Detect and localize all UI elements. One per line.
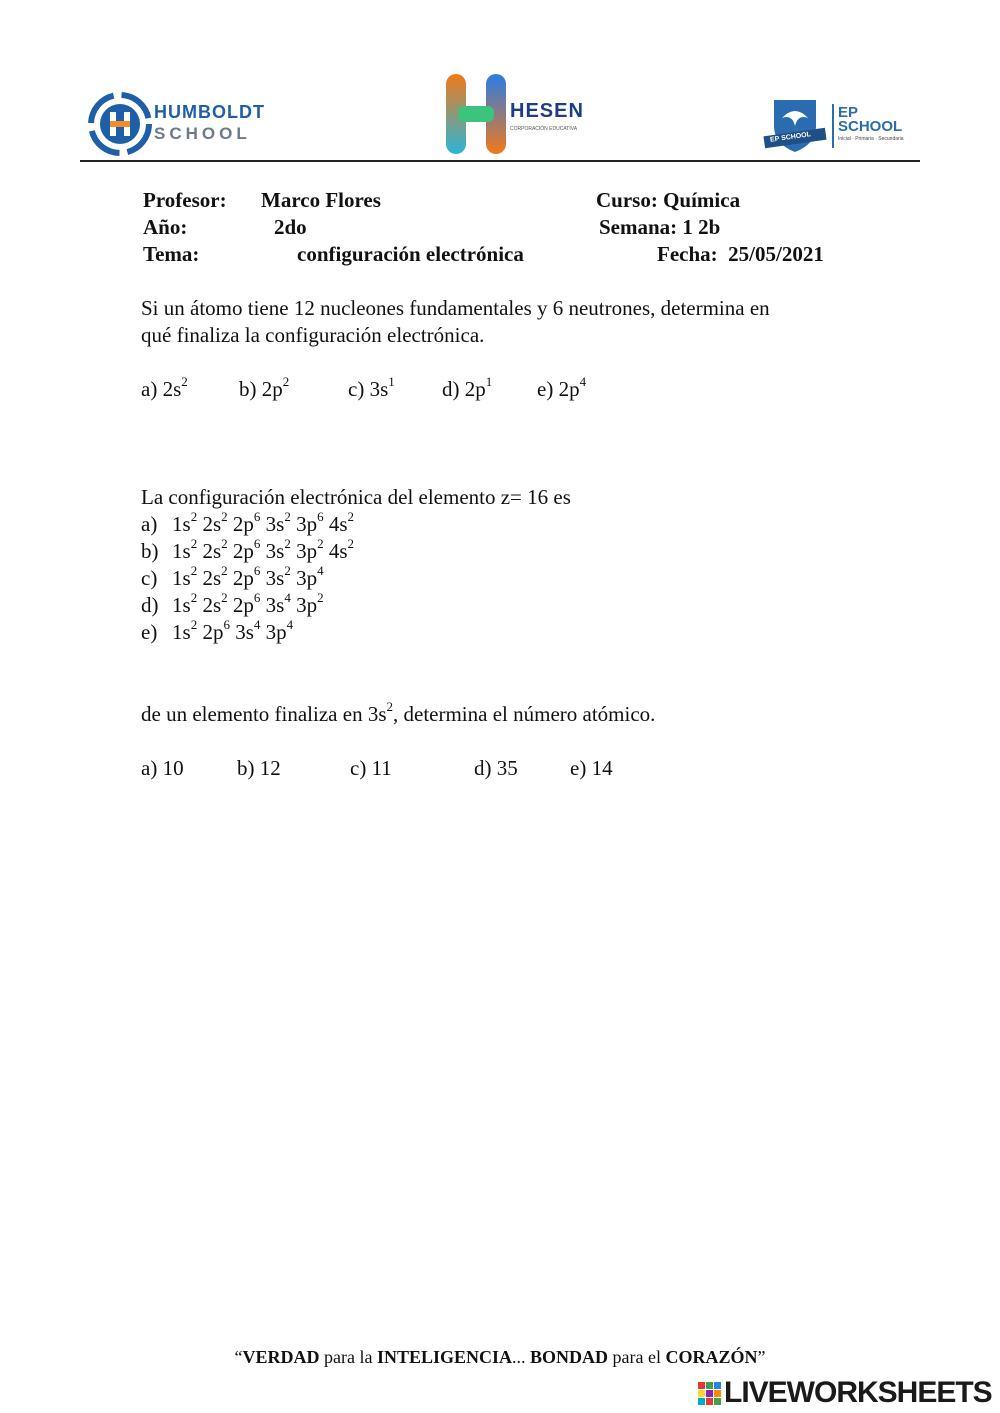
orbital-term: 3p: [265, 620, 287, 644]
ep-school-logo: [762, 96, 912, 156]
hesen-tagline: CORPORACIÓN EDUCATIVA: [510, 126, 578, 132]
ep-badge-text: EP SCHOOL: [769, 131, 812, 144]
orbital-term: 3s: [235, 620, 254, 644]
humboldt-line1: HUMBOLDT: [154, 102, 265, 122]
orbital-term: 1s: [172, 512, 191, 536]
humboldt-emblem-icon: [88, 92, 152, 156]
orbital-term: 4s: [328, 539, 348, 563]
hesen-logo: [444, 72, 594, 158]
q2-option-e[interactable]: [141, 617, 294, 645]
q2-option-letter: a): [141, 512, 158, 536]
orbital-exponent: 2: [284, 509, 291, 524]
orbital-term: 4s: [328, 512, 348, 536]
orbital-exponent: 2: [221, 563, 228, 578]
orbital-exponent: 6: [253, 590, 261, 605]
orbital-exponent: 2: [284, 536, 291, 551]
ep-line2: SCHOOL: [838, 118, 903, 135]
orbital-exponent: 6: [253, 536, 261, 551]
orbital-term: 3s: [265, 566, 285, 590]
humboldt-logo: [88, 92, 268, 158]
q1-line1: Si un átomo tiene 12 nucleones fundamentales y 6 neutrones, determina en: [141, 296, 770, 320]
orbital-term: 3p: [296, 566, 318, 590]
orbital-term: 2p: [202, 620, 224, 644]
orbital-term: 1s: [172, 620, 191, 644]
liveworksheets-text: LIVEWORKSHEETS: [724, 1376, 992, 1409]
orbital-term: 3s: [265, 539, 285, 563]
orbital-exponent: 4: [286, 617, 294, 632]
orbital-term: 2s: [202, 593, 222, 617]
liveworksheets-icon: [698, 1382, 722, 1406]
orbital-exponent: 6: [253, 563, 261, 578]
orbital-exponent: 2: [190, 563, 198, 578]
q2-option-d[interactable]: [141, 590, 324, 618]
q1-option-d[interactable]: d) $2p^1$: [442, 374, 493, 401]
hesen-h-icon: [444, 72, 508, 156]
orbital-term: 3p: [296, 593, 318, 617]
orbital-exponent: 2: [284, 563, 291, 578]
orbital-exponent: 4: [253, 617, 261, 632]
tema-label: Tema:: [143, 242, 200, 266]
header-rule: [80, 160, 920, 162]
q3-option-d[interactable]: d) 35: [474, 756, 518, 780]
q3-option-b[interactable]: b) 12: [237, 756, 281, 780]
profesor-value: Marco Flores: [261, 188, 381, 212]
q1-option-e[interactable]: e) $2p^4$: [537, 374, 587, 401]
fecha: [657, 242, 824, 267]
orbital-term: 2s: [202, 566, 222, 590]
orbital-term: 2s: [202, 539, 222, 563]
orbital-term: 2p: [232, 566, 254, 590]
orbital-term: 1s: [172, 539, 191, 563]
q1-line2: qué finaliza la configuración electrónica.: [141, 323, 485, 347]
orbital-exponent: 6: [253, 509, 261, 524]
q2-option-letter: c): [141, 566, 158, 590]
orbital-exponent: 2: [221, 509, 228, 524]
ep-shield-icon: [762, 96, 828, 156]
orbital-term: 2p: [232, 512, 254, 536]
ep-tagline: Inicial · Primaria · Secundaria: [838, 136, 904, 142]
orbital-exponent: 2: [221, 536, 228, 551]
hesen-name: HESEN: [510, 100, 584, 122]
orbital-term: 3s: [265, 512, 285, 536]
orbital-term: 2s: [202, 512, 222, 536]
footer-motto: “VERDAD para la INTELIGENCIA... BONDAD para el CORAZÓN”: [234, 1347, 766, 1367]
orbital-exponent: 6: [223, 617, 230, 632]
q3-option-c[interactable]: c) 11: [350, 756, 392, 780]
q1-option-b[interactable]: b) $2p^2$: [239, 374, 290, 401]
orbital-exponent: 2: [190, 617, 198, 632]
orbital-term: 3p: [296, 512, 318, 536]
profesor-label: Profesor:: [143, 188, 227, 212]
q3-option-a[interactable]: a) 10: [141, 756, 184, 780]
orbital-exponent: 2: [190, 590, 198, 605]
orbital-exponent: 2: [347, 509, 354, 524]
q1-option-a[interactable]: a) $2s^2$: [141, 374, 188, 401]
semana: Semana: 1 2b: [599, 215, 721, 239]
orbital-exponent: 4: [317, 563, 324, 578]
orbital-exponent: 2: [221, 590, 228, 605]
q2-option-letter: b): [141, 539, 159, 563]
q2-option-b[interactable]: [141, 536, 354, 564]
q3-stem: de un elemento finaliza en $3s^2$, determina el número atómico.: [141, 699, 656, 726]
q1-option-c[interactable]: c) $3s^1$: [348, 374, 395, 401]
ep-divider: [832, 104, 834, 148]
orbital-exponent: 6: [317, 509, 324, 524]
orbital-exponent: 2: [190, 536, 198, 551]
orbital-exponent: 2: [317, 590, 324, 605]
orbital-term: 1s: [172, 566, 191, 590]
fecha-value: 25/05/2021: [728, 242, 824, 266]
orbital-term: 2p: [232, 593, 254, 617]
q2-option-letter: e): [141, 620, 158, 644]
curso: Curso: Química: [596, 188, 741, 212]
tema-value: configuración electrónica: [297, 242, 524, 266]
q2-stem: La configuración electrónica del elemento z= 16 es: [141, 485, 571, 509]
orbital-exponent: 2: [347, 536, 354, 551]
orbital-term: 2p: [232, 539, 254, 563]
orbital-term: 3s: [265, 593, 285, 617]
anio-label: Año:: [143, 215, 188, 239]
q2-option-a[interactable]: [141, 509, 354, 537]
q2-option-c[interactable]: [141, 563, 324, 591]
q3-option-e[interactable]: e) 14: [570, 756, 613, 780]
ep-line1: EP: [838, 104, 859, 121]
orbital-exponent: 2: [317, 536, 324, 551]
orbital-exponent: 4: [284, 590, 291, 605]
anio-value: 2do: [274, 215, 307, 239]
humboldt-line2: SCHOOL: [154, 124, 251, 143]
orbital-term: 3p: [296, 539, 318, 563]
fecha-label: Fecha:: [657, 242, 718, 266]
orbital-term: 1s: [172, 593, 191, 617]
q2-option-letter: d): [141, 593, 159, 617]
orbital-exponent: 2: [190, 509, 198, 524]
